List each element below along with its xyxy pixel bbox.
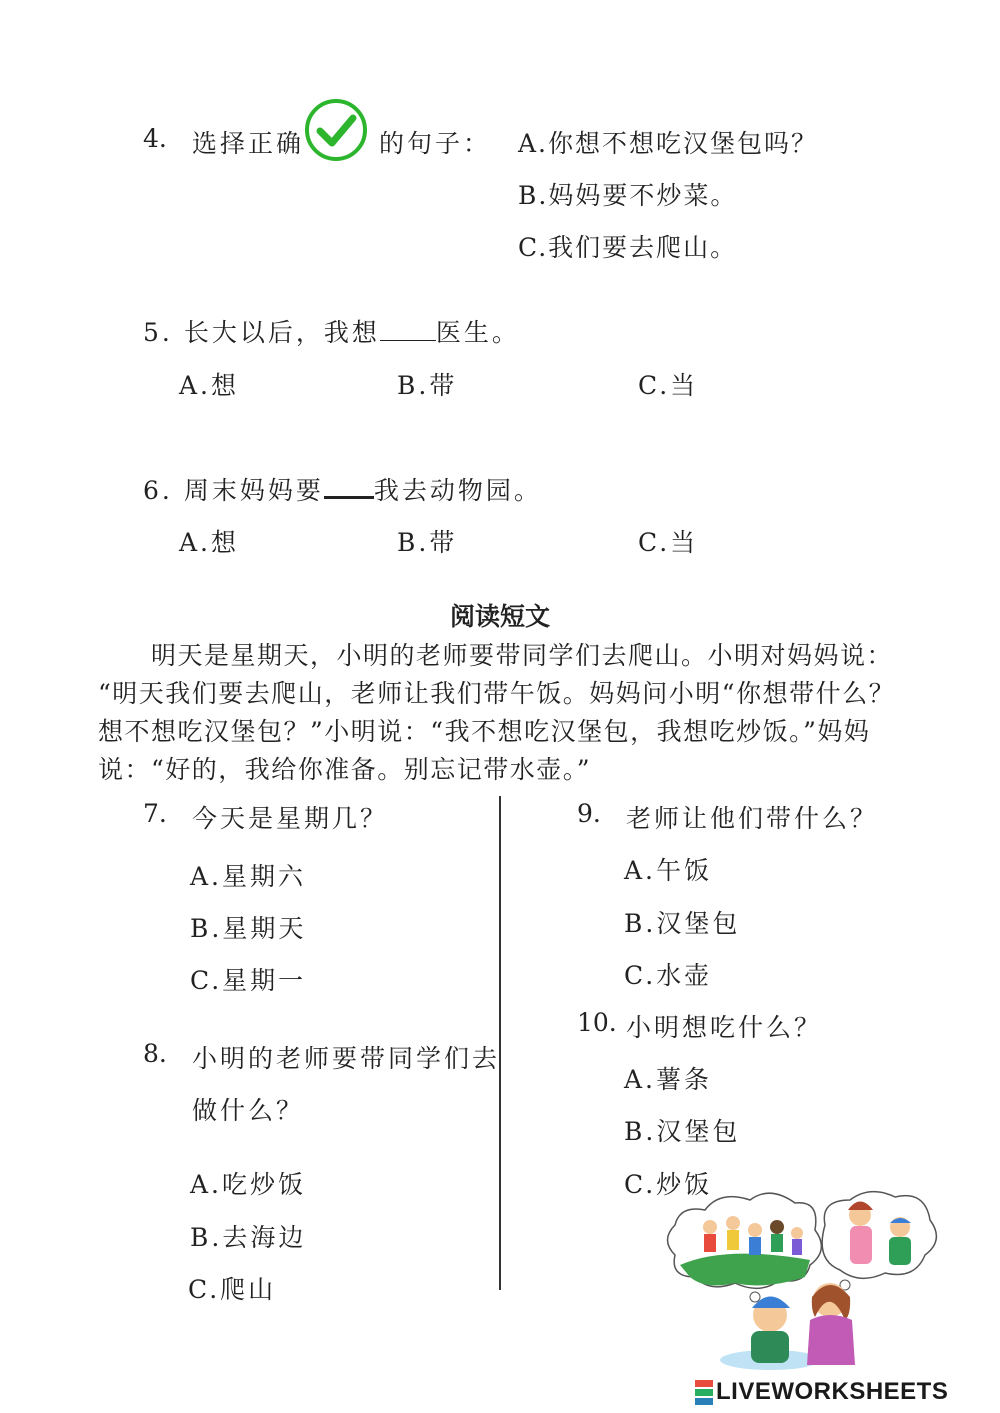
q5-option-c[interactable]: C.当	[638, 371, 699, 400]
q6-question	[143, 471, 542, 507]
brand-name: LIVEWORKSHEETS	[716, 1378, 949, 1405]
passage-line: 说：“好的，我给你准备。别忘记带水壶。”	[98, 755, 592, 784]
q5-question	[143, 313, 520, 349]
q5-number: 5.	[143, 318, 173, 347]
check-mark-icon	[304, 98, 368, 162]
q6-text-before: 周末妈妈要	[183, 476, 324, 505]
q7-question: 今天是星期几？	[192, 804, 389, 833]
q4-option-a[interactable]: A.你想不想吃汉堡包吗？	[518, 129, 819, 158]
q10-option-c[interactable]: C.炒饭	[624, 1170, 713, 1199]
q4-option-c[interactable]: C.我们要去爬山。	[518, 233, 738, 262]
q4-prompt-before: 选择正确	[192, 129, 305, 158]
q10-option-a[interactable]: A.薯条	[624, 1065, 713, 1094]
q6-option-a[interactable]: A.想	[179, 528, 240, 557]
q6-option-c[interactable]: C.当	[638, 528, 699, 557]
q8-option-b[interactable]: B.去海边	[190, 1223, 307, 1252]
reading-title: 阅读短文	[449, 602, 550, 631]
liveworksheets-logo-icon	[695, 1379, 713, 1406]
q10-number: 10.	[577, 1008, 617, 1037]
passage-line: “明天我们要去爬山，老师让我们带午饭。妈妈问小明“你想带什么？	[98, 679, 896, 708]
q4-prompt-after: 的句子：	[379, 129, 492, 158]
q5-blank	[380, 316, 436, 341]
q5-text-after: 医生。	[435, 318, 520, 347]
q10-option-b[interactable]: B.汉堡包	[624, 1117, 741, 1146]
q6-number: 6.	[143, 476, 173, 505]
q4-option-b[interactable]: B.妈妈要不炒菜。	[518, 181, 738, 210]
q8-option-a[interactable]: A.吃炒饭	[190, 1170, 307, 1199]
q8-question-line-2: 做什么？	[192, 1096, 305, 1125]
family-picnic-illustration	[655, 1185, 945, 1370]
q6-text-after: 我去动物园。	[373, 476, 542, 505]
passage-line: 想不想吃汉堡包？”小明说：“我不想吃汉堡包，我想吃炒饭。”妈妈	[98, 717, 871, 746]
q9-question: 老师让他们带什么？	[626, 804, 879, 833]
q4-number: 4.	[143, 124, 167, 153]
q10-question: 小明想吃什么？	[626, 1013, 823, 1042]
q8-question-line-1: 小明的老师要带同学们去	[192, 1044, 501, 1073]
passage-line: 明天是星期天，小明的老师要带同学们去爬山。小明对妈妈说：	[98, 641, 894, 670]
q5-text-before: 长大以后，我想	[183, 318, 380, 347]
liveworksheets-logo	[695, 1378, 948, 1406]
q8-option-c[interactable]: C.爬山	[188, 1275, 277, 1304]
q7-option-a[interactable]: A.星期六	[190, 862, 307, 891]
q9-option-a[interactable]: A.午饭	[624, 856, 713, 885]
q9-option-b[interactable]: B.汉堡包	[624, 909, 741, 938]
q6-blank	[324, 472, 374, 499]
q7-option-b[interactable]: B.星期天	[190, 914, 307, 943]
q7-number: 7.	[143, 799, 167, 828]
q9-option-c[interactable]: C.水壶	[624, 961, 713, 990]
q9-number: 9.	[577, 799, 601, 828]
q7-option-c[interactable]: C.星期一	[190, 966, 307, 995]
q8-number: 8.	[143, 1039, 167, 1068]
q5-option-a[interactable]: A.想	[179, 371, 240, 400]
reading-passage	[98, 637, 938, 789]
q6-option-b[interactable]: B.带	[397, 528, 458, 557]
q5-option-b[interactable]: B.带	[397, 371, 458, 400]
